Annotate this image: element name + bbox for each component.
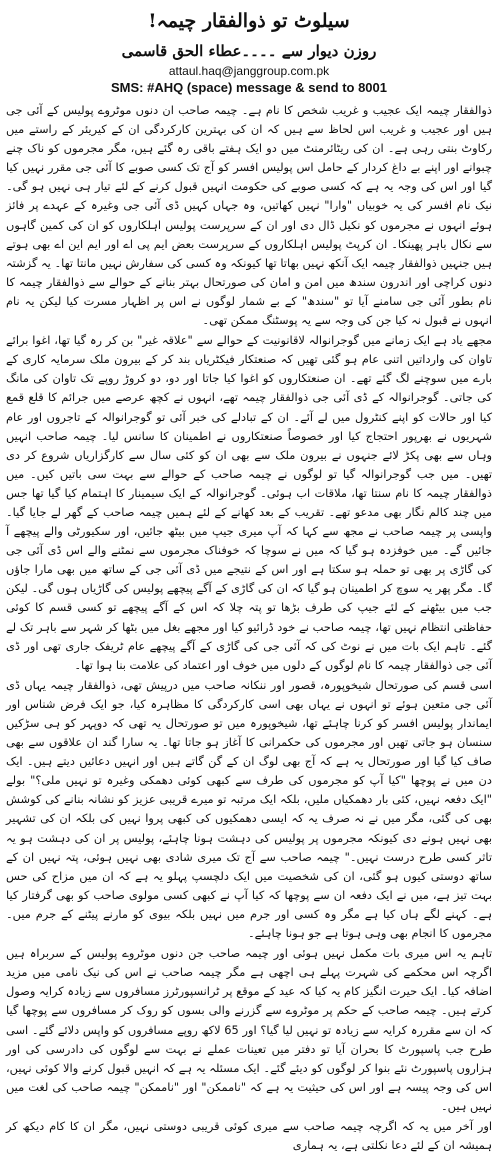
paragraph: اسی قسم کی صورتحال شیخوپورہ، قصور اور ننکانہ صاحب میں درپیش تھی، ذوالفقار چیمہ یہاں ڈی آئی جی متعین ہوئے تو انہوں نے یہاں بھی اسی کارکردگی کا مظاہرہ کیا، جو ایک فرض شناس اور ایماندار پولیس افسر کو کرنا چاہئے تھا، شیخوپورہ میں تو صورتحال یہ تھی کہ دوپہر کو ہی سڑکیں سنسان ہو جاتی تھیں اور مجرموں کی حکمرانی کا آغاز ہو جاتا تھا۔ یہ سارا گند ان علاقوں سے بھی صاف کیا گیا اور صورتحال یہ ہے کہ آج بھی لوگ ان کے گن گاتے ہیں اور انہیں دعائیں دیتے ہیں۔ ایک دن میں نے پوچھا "کیا آپ کو مجرموں کی طرف سے کبھی کوئی دھمکی وغیرہ تو نہیں ملی؟" بولے "ایک دفعہ نہیں، کئی بار دھمکیاں ملیں، بلکہ ایک مرتبہ تو میرے قریبی عزیز کو نشانہ بنانے کی کوشش بھی کی گئی، مگر میں نے نہ صرف یہ کہ ایسی دھمکیوں کی کبھی پروا نہیں کی بلکہ ان کی تشہیر بھی نہیں ہونے دی کیونکہ مجرموں پر پولیس کی دہشت ہونا چاہئے، پولیس پر ان کی دہشت ہو یہ تاثر کسی طرح درست نہیں۔" چیمہ صاحب سے آج تک میری شادی بھی نہیں ہوئی، پتہ نہیں ان کے ساتھ دوستی کیوں ہو گئی، ان کی شخصیت میں ایک دلچسپ پہلو یہ ہے کہ ان میں مزاح کی حس بہت تیز ہے، میں نے ایک دفعہ ان سے پوچھا کہ کیا آپ نے کبھی کسی مولوی صاحب کو بھی گرفتار کیا ہے۔ کہنے لگے ہاں کیا ہے مگر وہ کسی اور جرم میں نہیں بلکہ بیوی کو مارنے پیٹنے کے جرم میں۔ مجرموں کا انجام بھی وہی ہوتا ہے جو ہونا چاہئے۔	[6, 677, 492, 941]
paragraph: ذوالفقار چیمہ ایک عجیب و غریب شخص کا نام ہے۔ چیمہ صاحب ان دنوں موٹروے پولیس کے آئی جی ہیں اور عجیب و غریب اس لحاظ سے ہیں کہ ان کی بہترین کارکردگی ان کے کیریئر کے راستے میں رکاوٹ بنتی رہی ہے۔ ان کی ریٹائرمنٹ میں دو ایک ہفتے باقی رہ گئے ہیں، مگر مجرموں کو ناک چنے چبوانے اور اپنے بے داغ کردار کے حامل اس پولیس افسر کو آج تک کسی صوبے کا آئی جی مقرر نہیں کیا گیا اور اس کی وجہ یہ ہے کہ کسی صوبے کی حکومت انہیں قبول کرنے کے لئے تیار ہی نہیں ہو گی۔ نیک نام افسر کی یہ خوبیاں "وارا" نہیں کھاتیں، وہ جہاں کہیں ڈی آئی جی وغیرہ کے عہدے پر فائز ہوئے انہوں نے مجرموں کو نکیل ڈال دی اور ان کے سرپرست پولیس اہلکاروں کو ان کی کمین گاہوں سے نکال باہر پھینکا۔ ان کرپٹ پولیس اہلکاروں کے سرپرست بعض ایم پی اے اور ایم این اے بھی ہوتے ہیں جنہیں ذوالفقار چیمہ ایک آنکھ نہیں بھاتا تھا کیونکہ وہ کسی کی سفارش نہیں مانتا تھا۔ یہ گزشتہ دنوں کراچی اور اندرون سندھ میں امن و امان کی صورتحال بہتر بنانے کے حوالے سے ذوالفقار چیمہ کا نام بطور آئی جی سامنے آیا تو "سندھ" کے بے شمار لوگوں نے اس پر اظہار مسرت کیا لیکن یہ نام انہوں نے قبول نہ کیا جن کی وجہ سے یہ پوسٹنگ ممکن تھی۔	[6, 103, 492, 328]
paragraph: مجھے یاد ہے ایک زمانے میں گوجرانوالہ لاقانونیت کے حوالے سے "علاقہ غیر" بن کر رہ گیا تھا، اغوا برائے تاوان کی وارداتیں اتنی عام ہو گئی تھیں کہ صنعتکار فیکٹریاں بند کر کے بیرون ملک سرمایہ کاری کے بارے میں سوچنے لگ گئے تھے۔ ان صنعتکاروں کو اغوا کیا جاتا اور دو، دو کروڑ روپے تک تاوان کی مانگ کی جاتی۔ گوجرانوالہ کے ڈی آئی جی ذوالفقار چیمہ تھے، انہوں نے کچھ عرصے میں جرائم کا قلع قمع کیا اور حالات کو اپنے کنٹرول میں لے آئے۔ ان کے تبادلے کی خبر آئی تو گوجرانوالہ کے تاجروں اور عام شہریوں نے بھرپور احتجاج کیا اور خصوصاً صنعتکاروں نے اطمینان کا سانس لیا۔ چیمہ صاحب انہیں وہاں سے بھی پکڑ لائے جنہوں نے بیرون ملک سے بھی ان کو کئی سال سے کارگزاریاں شروع کر دی تھیں۔ میں جب گوجرانوالہ گیا تو لوگوں نے چیمہ صاحب کے حوالے سے بہت سی باتیں کیں۔ میں ذوالفقار چیمہ کا نام سنتا تھا، ملاقات اب ہوئی۔ گوجرانوالہ کے ایک سیمینار کا اہتمام کیا گیا تھا جس میں چند کالم نگار بھی مدعو تھے۔ تقریب کے بعد کھانے کے لئے ہمیں چیمہ صاحب کے گھر لے جایا گیا۔ واپسی پر چیمہ صاحب نے مجھ سے کہا کہ آپ میری جیپ میں بیٹھ جائیں، اور سکیورٹی والے پیچھے آ جائیں گے۔ میں خوفزدہ ہو گیا کہ میں نے سوچا کہ خوفناک مجرموں سے نمٹنے والے اس ڈی آئی جی کی گاڑی پر بھی تو حملہ ہو سکتا ہے اور اس کے نتیجے میں ڈی آئی جی کے ساتھ میں بھی مارا جاؤں گا۔ مگر پھر یہ سوچ کر اطمینان ہو گیا کہ ان کی گاڑی کے آگے پیچھے پولیس کی گاڑیاں ہوں گی۔ لیکن جب میں بیٹھنے کے لئے جیپ کی طرف بڑھا تو پتہ چلا کہ اس کے آگے پیچھے تو کسی قسم کا کوئی حفاظتی انتظام نہیں تھا، چیمہ صاحب نے خود ڈرائیو کیا اور مجھے بغل میں بٹھا کر شہر سے باہر تک لے گئے۔ تاہم ایک بات میں نے نوٹ کی کہ آئی جی کی گاڑی کے آگے پیچھے عام ٹریفک جاری تھی اور ڈی آئی جی ذوالفقار چیمہ کا نام لوگوں کے دلوں میں خوف اور اعتماد کی علامت بنا ہوا تھا۔	[5, 333, 492, 672]
column-byline: روزن دیوار سے ۔۔۔۔عطاء الحق قاسمی	[121, 42, 377, 60]
author-email: attaul.haq@janggroup.com.pk	[168, 64, 330, 78]
paragraph: اور آخر میں یہ کہ اگرچہ چیمہ صاحب سے میری کوئی قریبی دوستی نہیں، مگر ان کا کام دیکھ کر ہمیشہ ان کے لئے دعا نکلتی ہے، یہ ہماری	[6, 1118, 492, 1153]
column-title: سیلوٹ تو ذوالفقار چیمہ!	[148, 10, 350, 32]
sms-instruction: SMS: #AHQ (space) message & send to 8001	[111, 80, 387, 95]
column-body	[6, 101, 492, 1155]
paragraph: تاہم یہ اس میری بات مکمل نہیں ہوئی اور چیمہ صاحب جن دنوں موٹروے پولیس کے سربراہ ہیں اگرچہ اس محکمے کی شہرت پہلے ہی اچھی ہے مگر چیمہ صاحب نے اس کی نیک نامی میں مزید اضافہ کیا۔ ایک حیرت انگیز کام یہ کیا کہ عید کے موقع پر ٹرانسپورٹرز مسافروں سے زیادہ کرایہ وصول کرتے ہیں۔ چیمہ صاحب کے حکم پر موٹروے سے گزرنے والی بسوں کو روک کر مسافروں سے پوچھا گیا کہ ان سے مقررہ کرایہ سے زیادہ تو نہیں لیا گیا؟ اور 65 لاکھ روپے مسافروں کو واپس دلائے گئے۔ اسی طرح جب پاسپورٹ کا بحران آیا تو دفتر میں تعینات عملے نے بہت سے لوگوں کی دادرسی کی اور ہزاروں پاسپورٹ نئے بنوا کر لوگوں کو دیئے گئے۔ ایک مسئلہ یہ ہے کہ انہیں قبول کرنے والا کوئی نہیں، اس کی وجہ پیسہ ہے اور اس کی حیثیت یہ ہے کہ "ناممکن" اور "ناممکن" چیمہ صاحب کی لغت میں نہیں ہیں۔	[6, 946, 492, 1113]
